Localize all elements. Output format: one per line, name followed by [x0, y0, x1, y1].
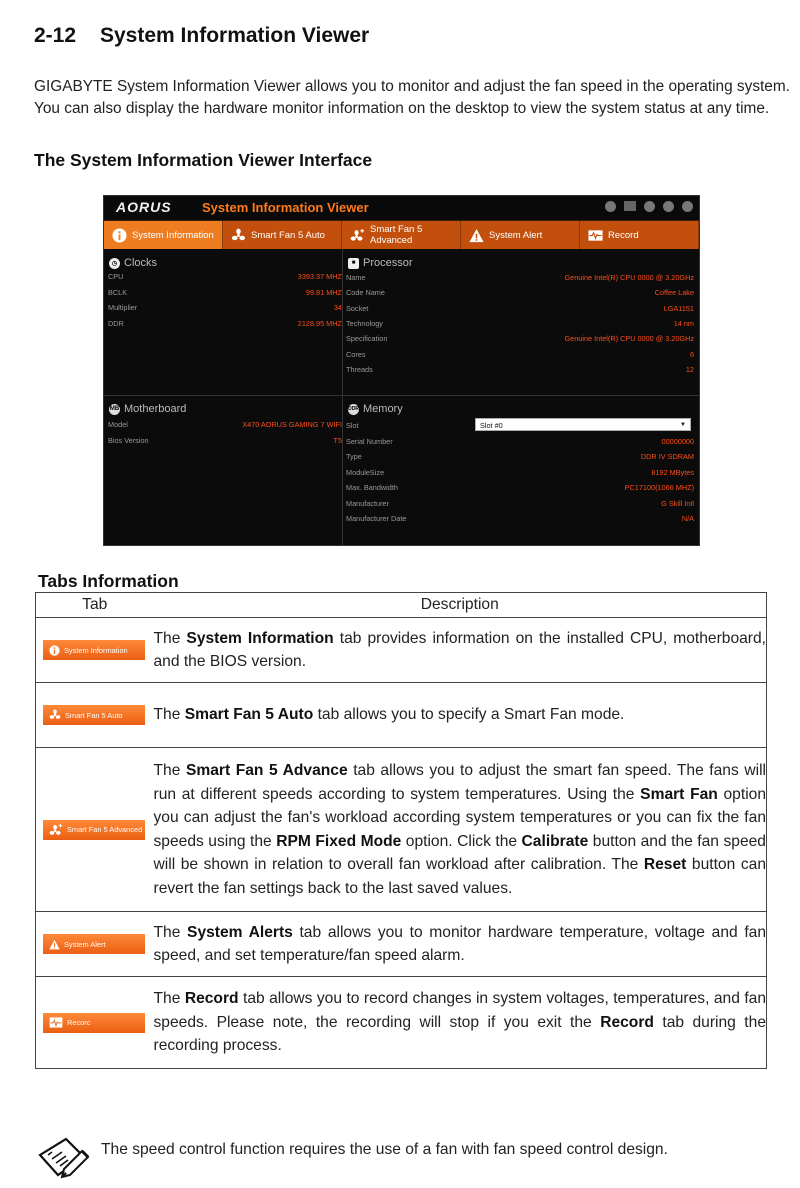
info-value: 34	[333, 303, 342, 312]
app-title: System Information Viewer	[202, 200, 369, 215]
info-value: 12	[685, 364, 694, 374]
info-value: 8192 MBytes	[651, 467, 694, 477]
motherboard-heading-label: Motherboard	[124, 403, 187, 415]
processor-icon: ■	[348, 258, 359, 269]
tab-image-cell	[36, 748, 154, 912]
clocks-heading	[109, 257, 157, 269]
tab-label: System Alert	[489, 229, 543, 241]
description-emphasis: Smart Fan 5 Auto	[184, 706, 314, 724]
table-row	[36, 912, 767, 977]
table-row	[36, 683, 767, 748]
info-label: CPU	[108, 272, 124, 281]
motherboard-heading	[109, 403, 186, 415]
aorus-logo: AORUS	[116, 199, 172, 215]
info-label: Specification	[346, 334, 388, 344]
info-value: N/A	[681, 514, 694, 523]
section-number: 2-12	[34, 24, 77, 47]
description-text: tab during the recording process.	[153, 1013, 766, 1055]
info-label: Cores	[346, 349, 366, 359]
clock-icon: ◷	[109, 258, 120, 269]
tab-label: System Information	[132, 229, 214, 241]
info-label: Manufacturer Date	[346, 514, 407, 523]
info-label: Model	[108, 420, 128, 429]
info-label: BCLK	[108, 287, 128, 297]
description-emphasis: Reset	[643, 856, 687, 873]
tabs-info-heading: Tabs Information	[38, 571, 179, 591]
intro-line: You can also display the hardware monitor information on the desktop to view the system status at any time.	[34, 100, 770, 117]
info-icon	[49, 645, 60, 656]
description-text: tab allows you to record changes in system voltages, temperatures, and fan speeds. Please note, the recording will stop if you exit the	[153, 990, 766, 1031]
memory-icon: DDR	[348, 404, 359, 415]
info-value: 3393.37 MHZ	[297, 272, 342, 281]
info-label: Multiplier	[108, 303, 138, 312]
info-value: LGA1151	[663, 303, 694, 313]
info-label: Manufacturer	[346, 498, 389, 508]
info-value: DDR IV SDRAM	[640, 452, 694, 462]
app-tab-bar	[104, 221, 699, 249]
tab-image-cell	[36, 683, 154, 748]
section-heading	[34, 24, 369, 48]
info-value: 6	[689, 349, 694, 359]
info-value: 00000000	[661, 437, 694, 446]
description-text: The	[153, 923, 188, 941]
tab-button-image	[43, 1013, 145, 1033]
tab-system-information[interactable]	[104, 221, 223, 249]
tab-image-cell	[36, 912, 154, 977]
info-value: X470 AORUS GAMING 7 WIFI	[242, 420, 342, 429]
info-label: Max. Bandwidth	[346, 483, 398, 493]
minimize-icon[interactable]	[644, 201, 655, 212]
tab-label: Smart Fan 5 Auto	[251, 229, 325, 241]
tab-button-image	[43, 640, 145, 660]
tab-smart-fan-advanced[interactable]	[342, 221, 461, 249]
app-titlebar	[104, 196, 699, 221]
description-emphasis: RPM Fixed Mode	[276, 832, 402, 850]
info-label: Type	[346, 452, 362, 462]
section-title: System Information Viewer	[100, 24, 370, 47]
slot-label: Slot	[346, 421, 359, 430]
tab-button-label: Smart Fan 5 Auto	[65, 710, 123, 720]
note-text: The speed control function requires the use of a fan with fan speed control design.	[101, 1141, 668, 1158]
description-text: tab allows you to monitor hardware temperature, voltage and fan speed, and set temperature/fan speed alarm.	[153, 923, 767, 964]
pencil-note-icon	[36, 1135, 92, 1181]
description-text: tab provides information on the installed CPU, motherboard, and the BIOS version.	[153, 629, 767, 670]
tab-description	[154, 683, 767, 748]
memory-heading-label: Memory	[363, 403, 403, 415]
description-text: The	[153, 990, 185, 1008]
tab-label: Record	[608, 229, 639, 241]
panel-divider-horizontal	[104, 395, 699, 396]
table-row	[36, 977, 767, 1069]
info-label: ModuleSize	[346, 467, 385, 477]
memory-heading	[348, 403, 403, 415]
table-row	[36, 618, 767, 683]
pulse-icon	[588, 228, 603, 243]
fan-plus-icon	[350, 228, 365, 243]
tab-label: Smart Fan 5 Advanced	[370, 224, 423, 246]
tab-smart-fan-auto[interactable]	[223, 221, 342, 249]
slot-select[interactable]	[475, 418, 691, 431]
intro-line: GIGABYTE System Information Viewer allows you to monitor and adjust the fan speed in the operating system.	[34, 78, 790, 95]
tab-image-cell	[36, 977, 154, 1069]
table-header-row	[36, 593, 767, 618]
tab-button-image	[43, 934, 145, 954]
slot-select-value: Slot #0	[480, 421, 503, 430]
info-value: 14 nm	[673, 318, 694, 328]
description-emphasis: Smart Fan	[640, 785, 718, 803]
description-emphasis: Record	[600, 1013, 654, 1031]
processor-heading	[348, 257, 413, 269]
clocks-heading-label: Clocks	[124, 257, 158, 269]
description-text: button can revert the fan settings back to the last saved values.	[153, 856, 766, 897]
info-label: Threads	[346, 364, 373, 374]
tab-button-label: System Alert	[64, 939, 106, 949]
info-value: Coffee Lake	[654, 288, 694, 298]
col-header-description: Description	[154, 593, 767, 618]
fan-plus-icon	[49, 823, 63, 837]
col-header-tab: Tab	[36, 593, 154, 618]
tab-description	[154, 912, 767, 977]
description-emphasis: System Alerts	[187, 923, 293, 941]
interface-heading: The System Information Viewer Interface	[34, 150, 373, 170]
help-icon[interactable]	[663, 201, 674, 212]
window-controls	[605, 201, 693, 212]
info-label: Serial Number	[346, 437, 393, 446]
description-text: button and the fan speed will be shown in relation to overall fan workload after calibration. The	[153, 832, 766, 873]
info-label: Bios Version	[108, 435, 149, 445]
info-icon	[112, 228, 127, 243]
intro-paragraph	[34, 76, 790, 120]
tab-system-alert[interactable]	[461, 221, 580, 249]
table-row	[36, 748, 767, 912]
info-value: G Skill Intl	[661, 498, 694, 508]
description-text: The	[153, 762, 186, 779]
info-label: Technology	[346, 318, 383, 328]
tab-image-cell	[36, 618, 154, 683]
description-text: The	[153, 706, 185, 724]
description-text: option. Click the	[401, 832, 522, 850]
description-emphasis: System Information	[186, 629, 334, 647]
processor-heading-label: Processor	[363, 257, 413, 269]
tabs-info-table	[35, 592, 767, 1069]
fan-icon	[231, 228, 246, 243]
description-emphasis: Calibrate	[521, 832, 589, 850]
tab-description	[154, 748, 767, 912]
fan-icon	[49, 709, 61, 721]
info-label: Code Name	[346, 288, 385, 298]
info-label: Name	[346, 273, 366, 282]
info-value: PC17100(1066 MHZ)	[624, 483, 694, 493]
info-value: T5	[333, 435, 342, 445]
info-value: Genuine Intel(R) CPU 0000 @ 3.20GHz	[564, 273, 694, 282]
tab-description	[154, 977, 767, 1069]
settings-icon[interactable]	[605, 201, 616, 212]
pulse-icon	[49, 1017, 63, 1028]
tab-button-label: Smart Fan 5 Advanced	[67, 825, 143, 834]
description-text: tab allows you to specify a Smart Fan mode.	[313, 706, 625, 724]
dropdown-arrow-icon: ▼	[680, 422, 686, 428]
info-label: DDR	[108, 318, 124, 328]
tab-button-image	[43, 705, 145, 725]
list-icon[interactable]	[624, 201, 636, 211]
tab-button-label: System Information	[64, 645, 128, 655]
tab-description	[154, 618, 767, 683]
alert-icon	[49, 939, 60, 950]
description-text: tab allows you to adjust the smart fan speed. The fans will run at different speeds according to system temperatures. Using the	[153, 762, 766, 803]
siv-app-window	[103, 195, 700, 546]
info-value: 2128.95 MHZ	[297, 318, 342, 328]
description-text: The	[153, 629, 187, 647]
tab-record[interactable]	[580, 221, 699, 249]
info-label: Socket	[346, 303, 369, 313]
tab-button-label: Recorc	[67, 1018, 91, 1027]
close-icon[interactable]	[682, 201, 693, 212]
description-emphasis: Record	[184, 990, 239, 1008]
motherboard-icon: MB	[109, 404, 120, 415]
alert-icon	[469, 228, 484, 243]
info-value: 99.81 MHZ	[305, 287, 342, 297]
panel-divider-vertical	[342, 249, 343, 545]
description-emphasis: Smart Fan 5 Advance	[185, 762, 348, 779]
tab-button-image	[43, 820, 145, 840]
info-value: Genuine Intel(R) CPU 0000 @ 3.20GHz	[564, 334, 694, 344]
description-text: option you can adjust the fan's workload according system temperatures or you can fix the fan speeds using the	[153, 785, 767, 850]
